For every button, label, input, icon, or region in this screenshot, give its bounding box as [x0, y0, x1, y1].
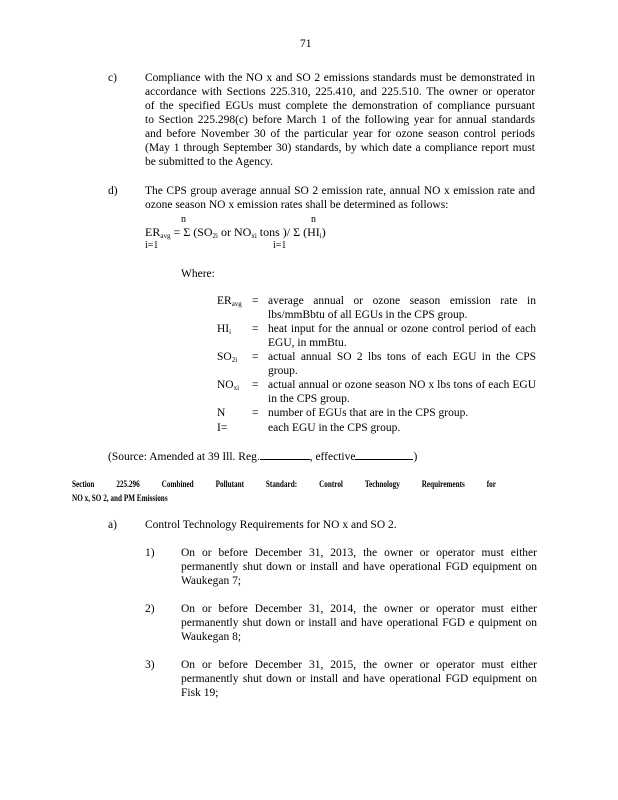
- item-line: permanently shut down or install and have operational FGD e quipment on: [181, 617, 537, 629]
- item-number: 2): [145, 603, 155, 615]
- section-heading-word: Control: [319, 479, 343, 489]
- definition-equals: =: [252, 323, 259, 335]
- section-heading-word: Section: [72, 479, 95, 489]
- item-line: On or before December 31, 2013, the owner or operator must either: [181, 547, 537, 559]
- item-number: 1): [145, 547, 155, 559]
- definition-symbol: $ER_{avg}$: [217, 295, 242, 308]
- section-heading-word: Standard:: [265, 479, 298, 489]
- source-note: (Source: Amended at 39 Ill. Reg. , effective ): [108, 451, 418, 463]
- item-line: Fisk 19;: [181, 687, 219, 699]
- definition-symbol: $SO_{2i}$: [217, 351, 238, 364]
- sum-lower-index-2: i=1: [273, 240, 287, 251]
- equation: $ER_{avg} = \Sigma$ ($SO_{2i}$ or $NO_{xi}$ tons )/ Σ $(HI_i)$: [145, 225, 326, 240]
- page-number: 71: [300, 38, 312, 50]
- definition-text: heat input for the annual or ozone control period of each: [268, 323, 536, 335]
- sum-lower-index-1: i=1: [145, 240, 159, 251]
- section-heading-word: 225.296: [116, 479, 140, 489]
- item-line: On or before December 31, 2015, the owner or operator must either: [181, 659, 537, 671]
- sum-upper-n-1: n: [181, 214, 186, 225]
- para-c-line: to Section 225.298(c) before March 1 of the following year for annual standards: [145, 114, 535, 126]
- definition-text: average annual or ozone season emission rate in: [268, 295, 536, 307]
- item-number: 3): [145, 659, 155, 671]
- para-d-line-2: ozone season NO x emission rates shall be determined as follows:: [145, 199, 449, 211]
- para-c-line: of the specified EGUs must complete the demonstration of compliance pursuant: [145, 100, 535, 112]
- para-c-line: accordance with Sections 225.310, 225.410, and 225.510. The owner or operator: [145, 86, 535, 98]
- definition-text: EGU, in mmBtu.: [268, 337, 347, 349]
- definition-text: each EGU in the CPS group.: [268, 422, 401, 434]
- section-heading-word: for: [486, 479, 496, 489]
- section-heading-word: Technology: [364, 479, 400, 489]
- para-c-line: Compliance with the NO x and SO 2 emissions standards must be demonstrated in: [145, 72, 535, 84]
- section-heading-word: Pollutant: [215, 479, 244, 489]
- item-line: permanently shut down or install and have operational FGD equipment on: [181, 673, 537, 685]
- definition-symbol: $NO_{xi}$: [217, 379, 240, 392]
- para-a-label: a): [108, 519, 117, 531]
- para-c-line: and before November 30 of the particular year for ozone season control periods: [145, 128, 535, 140]
- para-d-line-1: The CPS group average annual SO 2 emission rate, annual NO x emission rate and: [145, 185, 535, 197]
- item-line: Waukegan 7;: [181, 575, 242, 587]
- section-heading-word: Combined: [161, 479, 194, 489]
- para-c-label: c): [108, 72, 117, 84]
- para-c-line: (May 1 through September 30) standards, by which date a compliance report must: [145, 142, 535, 154]
- sum-upper-n-2: n: [311, 214, 316, 225]
- definition-equals: =: [252, 379, 259, 391]
- definition-equals: =: [252, 351, 259, 363]
- para-c-line: be submitted to the Agency.: [145, 156, 273, 168]
- definition-text: actual annual or ozone season NO x lbs tons of each EGU: [268, 379, 536, 391]
- definition-text: number of EGUs that are in the CPS group.: [268, 407, 469, 419]
- section-heading-line-1: [72, 478, 496, 491]
- definition-symbol: N: [217, 407, 226, 419]
- para-a-heading: Control Technology Requirements for NO x and SO 2.: [145, 519, 397, 531]
- item-line: On or before December 31, 2014, the owner or operator must either: [181, 603, 537, 615]
- definition-equals: =: [252, 295, 259, 307]
- definition-text: in the CPS group.: [268, 393, 350, 405]
- definition-text: group.: [268, 365, 298, 377]
- section-heading-line-2: NO x, SO 2, and PM Emissions: [72, 493, 168, 503]
- para-d-label: d): [108, 185, 118, 197]
- definition-symbol: $HI_i$: [217, 323, 232, 336]
- definition-symbol: I=: [217, 422, 228, 434]
- section-heading-word: Requirements: [421, 479, 465, 489]
- item-line: permanently shut down or install and have operational FGD equipment on: [181, 561, 537, 573]
- definition-text: lbs/mmBbtu of all EGUs in the CPS group.: [268, 309, 468, 321]
- item-line: Waukegan 8;: [181, 631, 242, 643]
- where-label: Where:: [181, 268, 215, 280]
- definition-equals: =: [252, 407, 259, 419]
- definition-text: actual annual SO 2 lbs tons of each EGU in the CPS: [268, 351, 536, 363]
